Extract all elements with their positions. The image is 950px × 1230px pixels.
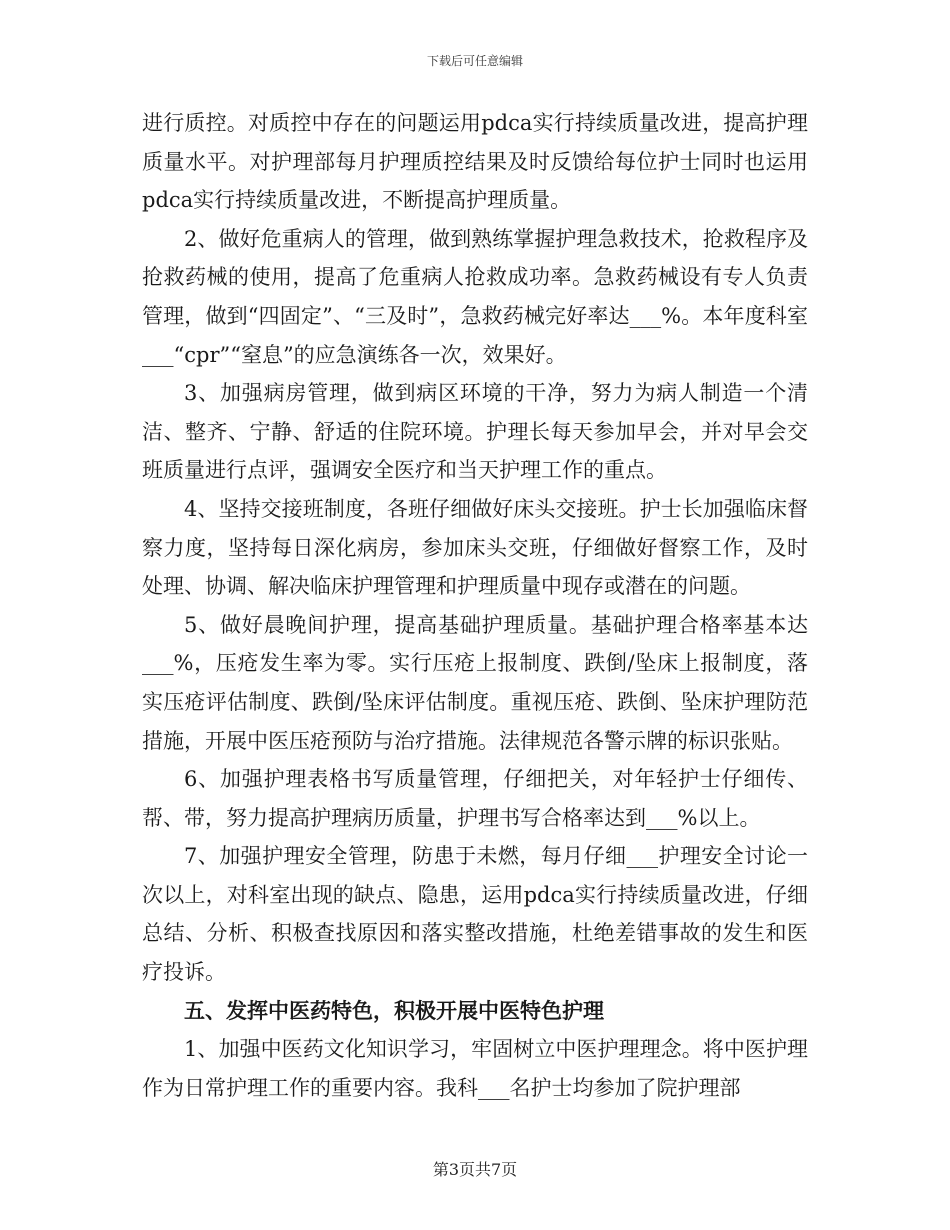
paragraph-item-4: 4、坚持交接班制度，各班仔细做好床头交接班。护士长加强临床督察力度，坚持每日深化病房，参加床头交班，仔细做好督察工作，及时处理、协调、解决临床护理管理和护理质量中现存或潜在的问题。 [142, 496, 808, 599]
paragraph-item-2: 2、做好危重病人的管理，做到熟练掌握护理急救技术，抢救程序及抢救药械的使用，提高了危重病人抢救成功率。急救药械设有专人负责管理，做到“四固定”、“三及时”，急救药械完好率达___%。本年度科室___“cpr”“窒息”的应急演练各一次，效果好。 [142, 226, 808, 367]
section-heading: 五、发挥中医药特色，积极开展中医特色护理 [184, 997, 604, 1023]
paragraph-continuation: 进行质控。对质控中存在的问题运用pdca实行持续质量改进，提高护理质量水平。对护理部每月护理质控结果及时反馈给每位护士同时也运用pdca实行持续质量改进，不断提高护理质量。 [142, 111, 808, 213]
page-header-note: 下载后可任意编辑 [426, 54, 523, 68]
document-body [142, 104, 808, 1107]
paragraph-item-5: 5、做好晨晚间护理，提高基础护理质量。基础护理合格率基本达___%，压疮发生率为零。实行压疮上报制度、跌倒/坠床上报制度，落实压疮评估制度、跌倒/坠床评估制度。重视压疮、跌倒、坠床护理防范措施，开展中医压疮预防与治疗措施。法律规范各警示牌的标识张贴。 [142, 612, 808, 753]
paragraph-item-3: 3、加强病房管理，做到病区环境的干净，努力为病人制造一个清洁、整齐、宁静、舒适的住院环境。护理长每天参加早会，并对早会交班质量进行点评，强调安全医疗和当天护理工作的重点。 [142, 381, 808, 483]
paragraph-section5-item-1: 1、加强中医药文化知识学习，牢固树立中医护理理念。将中医护理作为日常护理工作的重要内容。我科___名护士均参加了院护理部 [142, 1037, 808, 1100]
paragraph-item-6: 6、加强护理表格书写质量管理，仔细把关，对年轻护士仔细传、帮、带，努力提高护理病历质量，护理书写合格率达到___%以上。 [142, 767, 808, 830]
page-number: 第3页共7页 [432, 1160, 518, 1179]
paragraph-item-7: 7、加强护理安全管理，防患于未燃，每月仔细___护理安全讨论一次以上，对科室出现的缺点、隐患，运用pdca实行持续质量改进，仔细总结、分析、积极查找原因和落实整改措施，杜绝差错事故的发生和医疗投诉。 [142, 844, 808, 985]
